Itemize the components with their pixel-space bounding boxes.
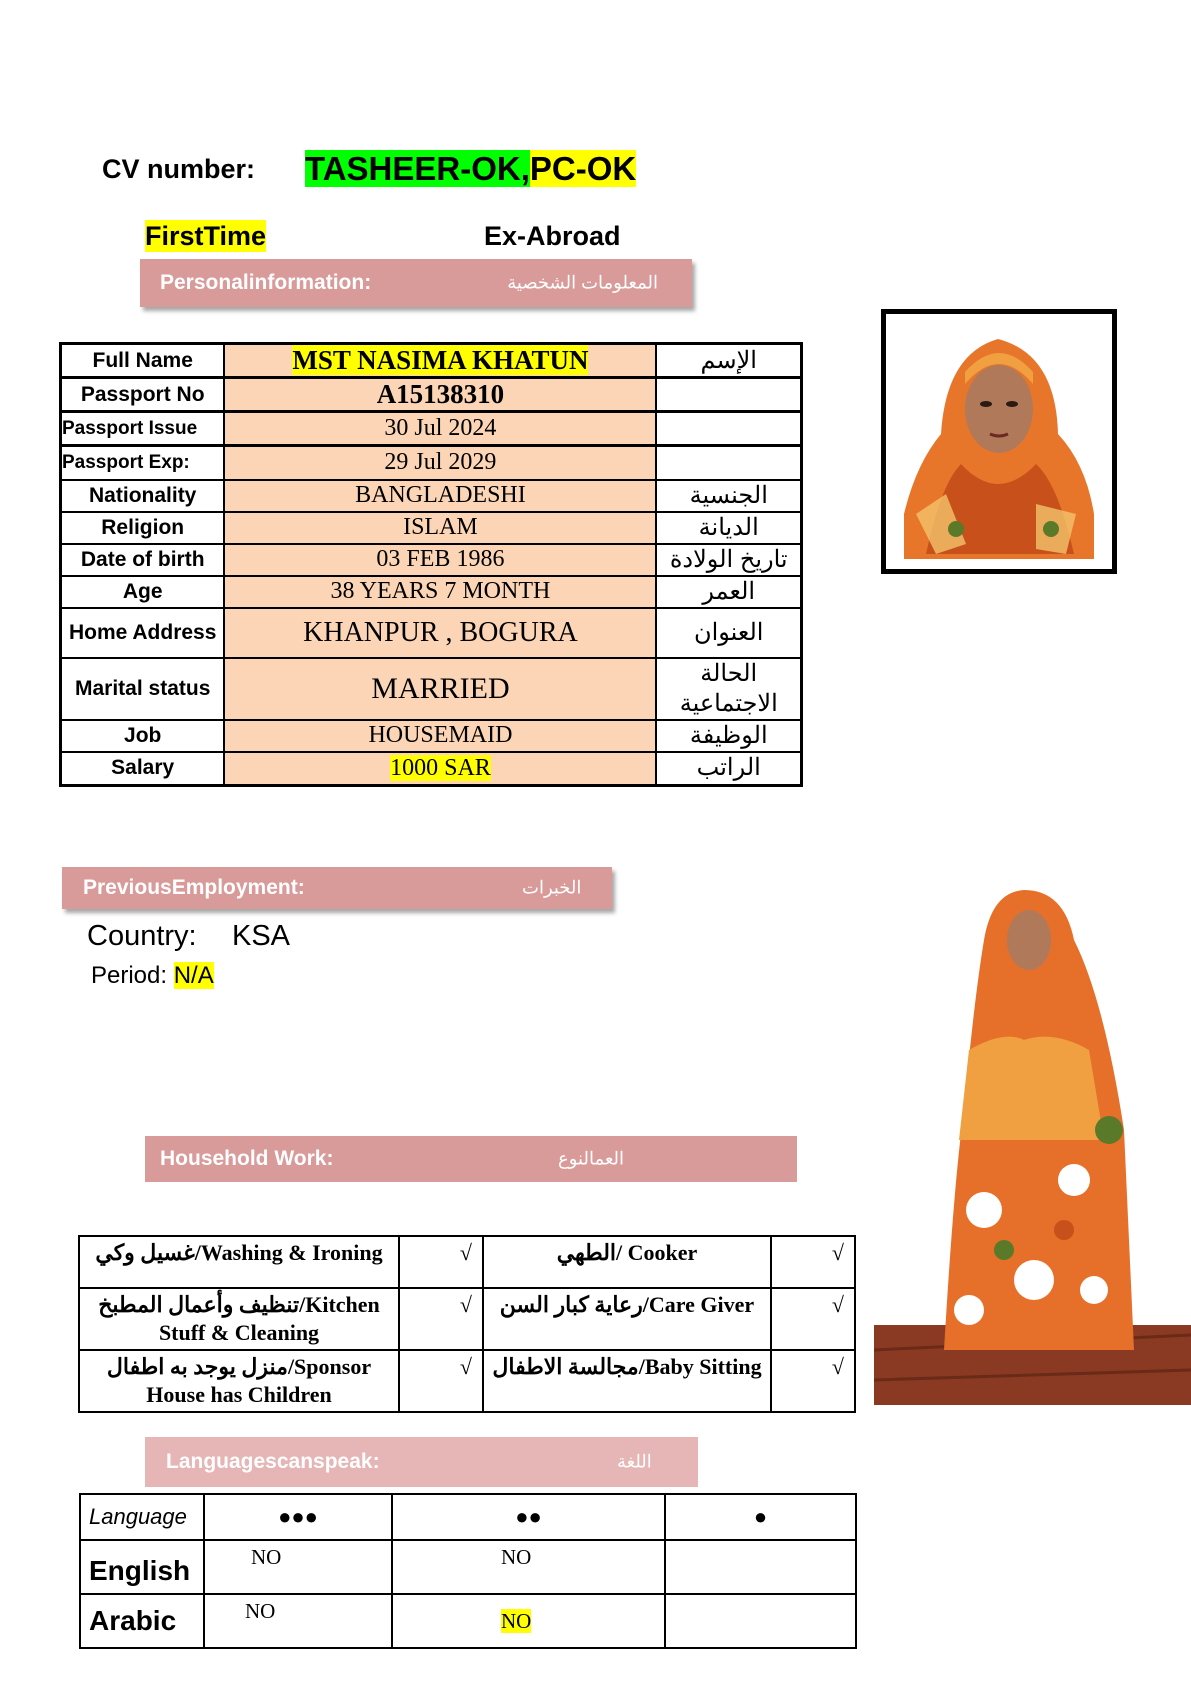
field-value xyxy=(224,480,656,512)
languages-title-ar: اللغة xyxy=(617,1451,652,1472)
english-level-two: NO xyxy=(392,1540,665,1594)
language-name: Arabic xyxy=(80,1594,204,1648)
field-value-text: KHANPUR , BOGURA xyxy=(303,616,578,648)
household-task: تنظيف وأعمال المطبخ/Kitchen Stuff & Cleaning xyxy=(79,1288,399,1350)
field-label: Salary xyxy=(61,752,225,786)
level-one-header: ● xyxy=(665,1494,856,1540)
personal-info-row xyxy=(61,412,802,446)
personal-info-row xyxy=(61,512,802,544)
task-check-mark: √ xyxy=(771,1236,855,1288)
period-value: N/A xyxy=(173,962,214,989)
field-label-ar: العنوان xyxy=(656,608,801,658)
field-label: Nationality xyxy=(61,480,225,512)
personal-info-table xyxy=(59,342,803,787)
personal-info-title: Personalinformation: xyxy=(160,271,372,294)
first-time-label: FirstTime xyxy=(145,221,267,251)
portrait-photo xyxy=(881,309,1117,574)
field-value-text: 1000 SAR xyxy=(390,754,491,781)
full-body-photo xyxy=(874,880,1191,1405)
field-value xyxy=(224,378,656,412)
languages-banner xyxy=(145,1437,698,1487)
field-label-ar: تاريخ الولادة xyxy=(656,544,801,576)
field-value xyxy=(224,752,656,786)
arabic-level-three: NO xyxy=(204,1594,392,1648)
language-column-header: Language xyxy=(80,1494,204,1540)
personal-info-row xyxy=(61,446,802,480)
field-label-ar: الوظيفة xyxy=(656,720,801,752)
personal-info-row xyxy=(61,544,802,576)
task-check-mark: √ xyxy=(399,1288,483,1350)
field-value xyxy=(224,512,656,544)
field-value xyxy=(224,544,656,576)
tasheer-status: TASHEER-OK, xyxy=(305,150,530,187)
household-task-row xyxy=(79,1236,855,1288)
arabic-level-two xyxy=(392,1594,665,1648)
field-value xyxy=(224,344,656,378)
personal-info-row xyxy=(61,344,802,378)
field-label: Job xyxy=(61,720,225,752)
field-label: Religion xyxy=(61,512,225,544)
field-value xyxy=(224,446,656,480)
personal-info-title-ar: المعلومات الشخصية xyxy=(507,272,658,293)
field-label-ar: الجنسية xyxy=(656,480,801,512)
household-task-row xyxy=(79,1288,855,1350)
ex-abroad-label: Ex-Abroad xyxy=(484,221,621,251)
field-value-text: BANGLADESHI xyxy=(355,482,526,508)
field-label: Full Name xyxy=(61,344,225,378)
field-label-ar: الديانة xyxy=(656,512,801,544)
field-value xyxy=(224,608,656,658)
period-row xyxy=(91,962,214,990)
field-value-text: ISLAM xyxy=(403,514,478,540)
personal-info-row xyxy=(61,658,802,720)
pc-status: PC-OK xyxy=(529,150,637,187)
personal-info-row xyxy=(61,752,802,786)
task-check-mark: √ xyxy=(771,1288,855,1350)
field-label-ar: الحالة الاجتماعية xyxy=(656,658,801,720)
household-work-table xyxy=(78,1235,856,1413)
level-three-header: ●●● xyxy=(204,1494,392,1540)
field-value-text: HOUSEMAID xyxy=(368,722,513,748)
household-task: رعاية كبار السن/Care Giver xyxy=(483,1288,771,1350)
household-task: غسيل وكي/Washing & Ironing xyxy=(79,1236,399,1288)
personal-info-row xyxy=(61,378,802,412)
period-label: Period: xyxy=(91,962,168,989)
task-check-mark: √ xyxy=(771,1350,855,1412)
field-label-ar: الإسم xyxy=(656,344,801,378)
field-value xyxy=(224,576,656,608)
field-label-ar xyxy=(656,446,801,480)
previous-employment-title: PreviousEmployment: xyxy=(83,876,305,899)
cv-number-label: CV number: xyxy=(102,154,256,184)
country-value: KSA xyxy=(232,920,291,952)
arabic-level-one xyxy=(665,1594,856,1648)
personal-info-row xyxy=(61,608,802,658)
field-label-ar xyxy=(656,378,801,412)
household-work-title: Household Work: xyxy=(160,1147,334,1170)
field-value-text: A15138310 xyxy=(376,379,505,409)
field-value-text: 38 YEARS 7 MONTH xyxy=(330,578,551,604)
portrait-image xyxy=(886,314,1112,569)
language-row-english xyxy=(80,1540,856,1594)
cv-status xyxy=(305,150,636,188)
field-value xyxy=(224,412,656,446)
full-body-image xyxy=(874,880,1191,1405)
field-value xyxy=(224,720,656,752)
household-task-row xyxy=(79,1350,855,1412)
household-task: الطهي/ Cooker xyxy=(483,1236,771,1288)
previous-employment-banner xyxy=(62,867,612,909)
languages-table xyxy=(79,1493,857,1649)
field-value-text: 30 Jul 2024 xyxy=(384,415,497,441)
task-check-mark: √ xyxy=(399,1350,483,1412)
field-value-text: 03 FEB 1986 xyxy=(376,546,505,572)
field-label: Passport Issue xyxy=(61,412,225,446)
field-label: Passport Exp: xyxy=(61,446,225,480)
field-label: Marital status xyxy=(61,658,225,720)
field-label: Age xyxy=(61,576,225,608)
personal-info-banner xyxy=(140,259,692,307)
languages-header-row xyxy=(80,1494,856,1540)
household-work-banner xyxy=(145,1136,797,1182)
task-check-mark: √ xyxy=(399,1236,483,1288)
field-label-ar: الراتب xyxy=(656,752,801,786)
field-label: Date of birth xyxy=(61,544,225,576)
field-label: Passport No xyxy=(61,378,225,412)
field-value-text: 29 Jul 2029 xyxy=(384,449,497,476)
household-task: مجالسة الاطفال/Baby Sitting xyxy=(483,1350,771,1412)
household-work-title-ar: العمالنوع xyxy=(558,1148,625,1169)
personal-info-row xyxy=(61,480,802,512)
personal-info-row xyxy=(61,576,802,608)
household-task: منزل يوجد به اطفال/Sponsor House has Children xyxy=(79,1350,399,1412)
field-value-text: MST NASIMA KHATUN xyxy=(292,345,589,375)
previous-employment-title-ar: الخبرات xyxy=(522,877,582,898)
english-level-one xyxy=(665,1540,856,1594)
field-label-ar xyxy=(656,412,801,446)
field-value xyxy=(224,658,656,720)
arabic-level-two-value: NO xyxy=(501,1608,532,1633)
personal-info-row xyxy=(61,720,802,752)
level-two-header: ●● xyxy=(392,1494,665,1540)
english-level-three: NO xyxy=(204,1540,392,1594)
language-name: English xyxy=(80,1540,204,1594)
language-row-arabic xyxy=(80,1594,856,1648)
languages-title: Languagescanspeak: xyxy=(166,1450,380,1473)
field-label-ar: العمر xyxy=(656,576,801,608)
field-label: Home Address xyxy=(61,608,225,658)
country-label: Country: xyxy=(87,920,197,952)
field-value-text: MARRIED xyxy=(371,671,510,705)
